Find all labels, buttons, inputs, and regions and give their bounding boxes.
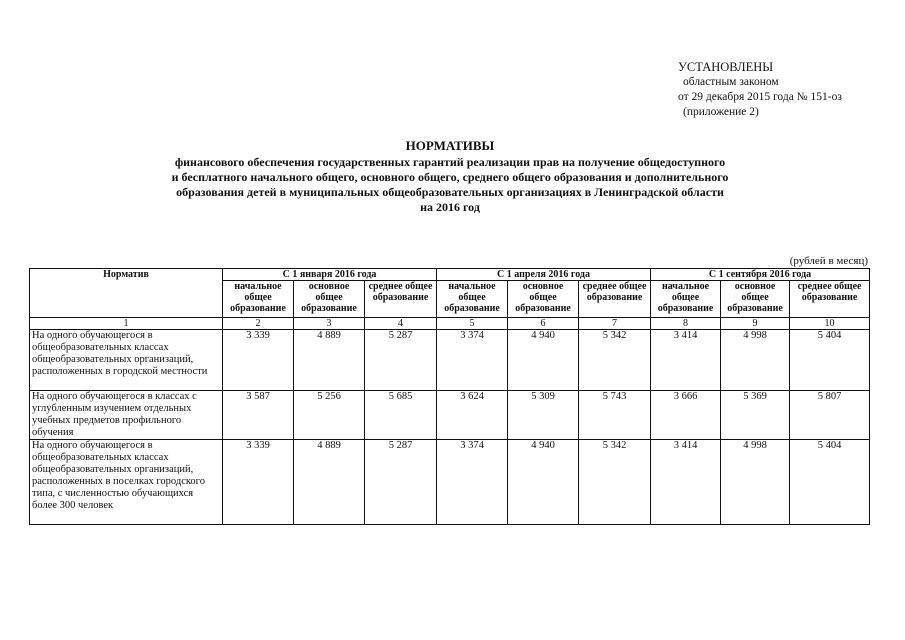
subheader-basic: основное общее образование xyxy=(508,281,579,318)
row-value: 5 309 xyxy=(508,391,579,440)
row-label: На одного обучающегося в классах с углубленным изучением отдельных учебных предметов профильного обучения xyxy=(30,391,223,440)
column-number: 10 xyxy=(790,318,870,330)
header-period-sep: С 1 сентября 2016 года xyxy=(651,269,870,281)
row-label: На одного обучающегося в общеобразовательных классах общеобразовательных организаций, расположенных в городской местности xyxy=(30,330,223,391)
row-value: 5 685 xyxy=(365,391,437,440)
column-number: 6 xyxy=(508,318,579,330)
row-value: 3 414 xyxy=(651,440,721,525)
column-number: 3 xyxy=(294,318,365,330)
title-line-2: и бесплатного начального общего, основного общего, среднего общего образования и дополнительного xyxy=(171,170,729,184)
title-line-3: образования детей в муниципальных общеобразовательных организациях в Ленинградской области xyxy=(176,185,724,199)
row-value: 4 940 xyxy=(508,330,579,391)
title-line-1: финансового обеспечения государственных гарантий реализации прав на получение общедоступного xyxy=(174,155,726,169)
column-number: 7 xyxy=(579,318,651,330)
column-number: 9 xyxy=(721,318,790,330)
row-value: 3 339 xyxy=(223,440,294,525)
table-header-row-1 xyxy=(30,269,870,281)
column-number: 2 xyxy=(223,318,294,330)
row-value: 3 587 xyxy=(223,391,294,440)
row-value: 3 666 xyxy=(651,391,721,440)
document-title xyxy=(40,138,860,215)
row-value: 3 374 xyxy=(437,440,508,525)
row-value: 5 287 xyxy=(365,330,437,391)
subheader-secondary: среднее общее образование xyxy=(365,281,437,318)
row-value: 3 339 xyxy=(223,330,294,391)
column-number: 1 xyxy=(30,318,223,330)
subheader-secondary: среднее общее образование xyxy=(790,281,870,318)
subheader-primary: начальное общее образование xyxy=(223,281,294,318)
row-value: 5 404 xyxy=(790,440,870,525)
header-period-apr: С 1 апреля 2016 года xyxy=(437,269,651,281)
row-value: 5 369 xyxy=(721,391,790,440)
subheader-basic: основное общее образование xyxy=(721,281,790,318)
row-value: 3 414 xyxy=(651,330,721,391)
row-value: 5 342 xyxy=(579,440,651,525)
header-period-jan: С 1 января 2016 года xyxy=(223,269,437,281)
row-value: 5 256 xyxy=(294,391,365,440)
row-value: 5 807 xyxy=(790,391,870,440)
table-row xyxy=(30,391,870,440)
subheader-primary: начальное общее образование xyxy=(651,281,721,318)
row-value: 3 374 xyxy=(437,330,508,391)
column-number-row xyxy=(30,318,870,330)
column-number: 4 xyxy=(365,318,437,330)
row-value: 4 889 xyxy=(294,330,365,391)
approval-line-4: (приложение 2) xyxy=(683,106,759,118)
row-value: 4 889 xyxy=(294,440,365,525)
row-value: 3 624 xyxy=(437,391,508,440)
row-value: 4 998 xyxy=(721,440,790,525)
row-value: 5 404 xyxy=(790,330,870,391)
subheader-secondary: среднее общее образование xyxy=(579,281,651,318)
approval-line-3: от 29 декабря 2015 года № 151-оз xyxy=(678,91,842,103)
column-number: 8 xyxy=(651,318,721,330)
row-value: 5 743 xyxy=(579,391,651,440)
row-value: 4 940 xyxy=(508,440,579,525)
header-norm: Норматив xyxy=(30,269,223,318)
row-value: 4 998 xyxy=(721,330,790,391)
title-heading: НОРМАТИВЫ xyxy=(405,138,495,153)
subheader-primary: начальное общее образование xyxy=(437,281,508,318)
row-value: 5 342 xyxy=(579,330,651,391)
approval-line-1: УСТАНОВЛЕНЫ xyxy=(678,60,774,74)
norms-table xyxy=(29,268,870,525)
units-note: (рублей в месяц) xyxy=(789,255,868,267)
column-number: 5 xyxy=(437,318,508,330)
subheader-basic: основное общее образование xyxy=(294,281,365,318)
approval-block xyxy=(678,60,842,120)
approval-line-2: областным законом xyxy=(683,76,779,88)
row-value: 5 287 xyxy=(365,440,437,525)
title-line-4: на 2016 год xyxy=(420,200,480,214)
table-row xyxy=(30,440,870,525)
table-row xyxy=(30,330,870,391)
row-label: На одного обучающегося в общеобразовательных классах общеобразовательных организаций, расположенных в поселках городского типа, с численностью обучающихся более 300 человек xyxy=(30,440,223,525)
